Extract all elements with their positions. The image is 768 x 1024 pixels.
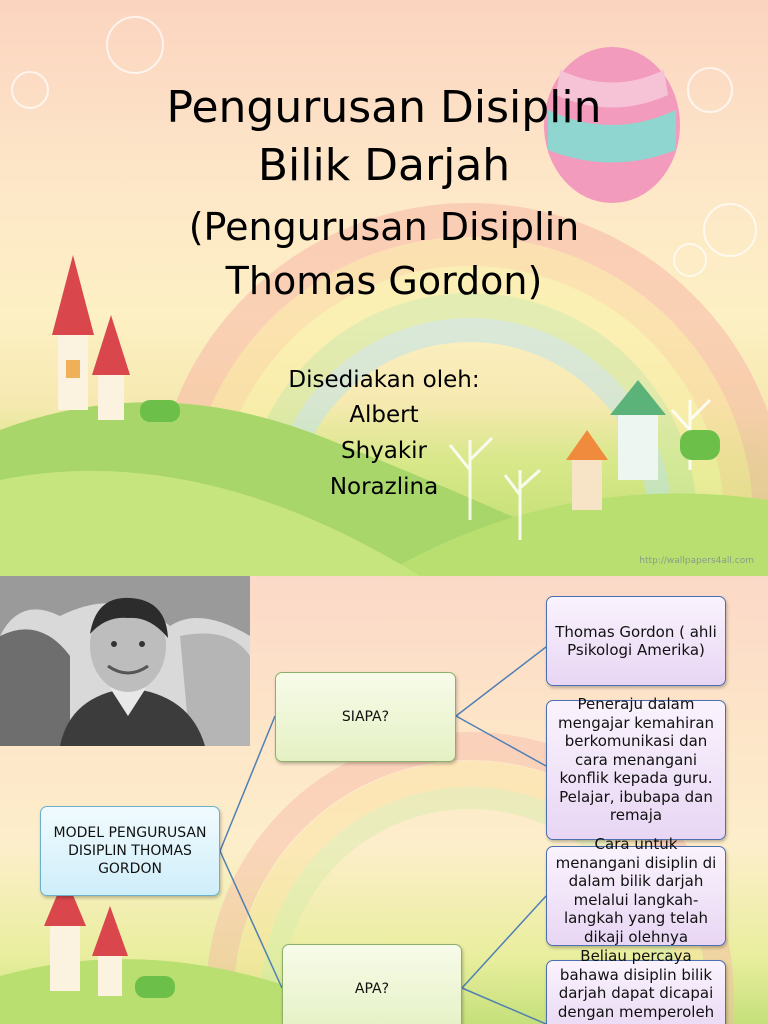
slide-title-line-1: Pengurusan Disiplin (166, 82, 602, 133)
node-apa[interactable] (282, 944, 462, 1024)
leaf-label: Cara untuk menangani disiplin di dalam bilik darjah melalui langkah-langkah yang telah dikaji olehnya (555, 835, 717, 946)
leaf-label: Thomas Gordon ( ahli Psikologi Amerika) (555, 622, 717, 659)
leaf-label: Peneraju dalam mengajar kemahiran berkomunikasi dan cara menangani konflik kepada guru. Pelajar, ibubapa dan remaja (557, 695, 715, 824)
slide-subtitle-line-1: (Pengurusan Disiplin (188, 205, 580, 249)
slide-subtitle-line-2: Thomas Gordon) (225, 259, 543, 303)
leaf-node[interactable] (546, 947, 726, 1024)
mindmap-slide (0, 576, 768, 1024)
leaf-node[interactable] (546, 596, 726, 686)
leaf-node[interactable] (546, 835, 726, 946)
node-siapa[interactable] (275, 672, 456, 762)
presenters-label: Disediakan oleh: (288, 367, 480, 393)
watermark: http://wallpapers4all.com (639, 556, 754, 566)
root-node-model[interactable] (40, 806, 220, 896)
slide-title-line-2: Bilik Darjah (257, 140, 511, 191)
leaf-label: Beliau percaya bahawa disiplin bilik darjah dapat dicapai dengan memperoleh (557, 947, 715, 1021)
presenter-name: Shyakir (340, 438, 428, 464)
presenter-name: Norazlina (329, 474, 439, 500)
root-node-label: MODEL PENGURUSAN DISIPLIN THOMAS GORDON (53, 825, 207, 877)
leaf-node[interactable] (546, 695, 726, 840)
node-apa-label: APA? (354, 981, 390, 997)
presenter-name: Albert (349, 402, 419, 428)
node-siapa-label: SIAPA? (341, 709, 390, 725)
